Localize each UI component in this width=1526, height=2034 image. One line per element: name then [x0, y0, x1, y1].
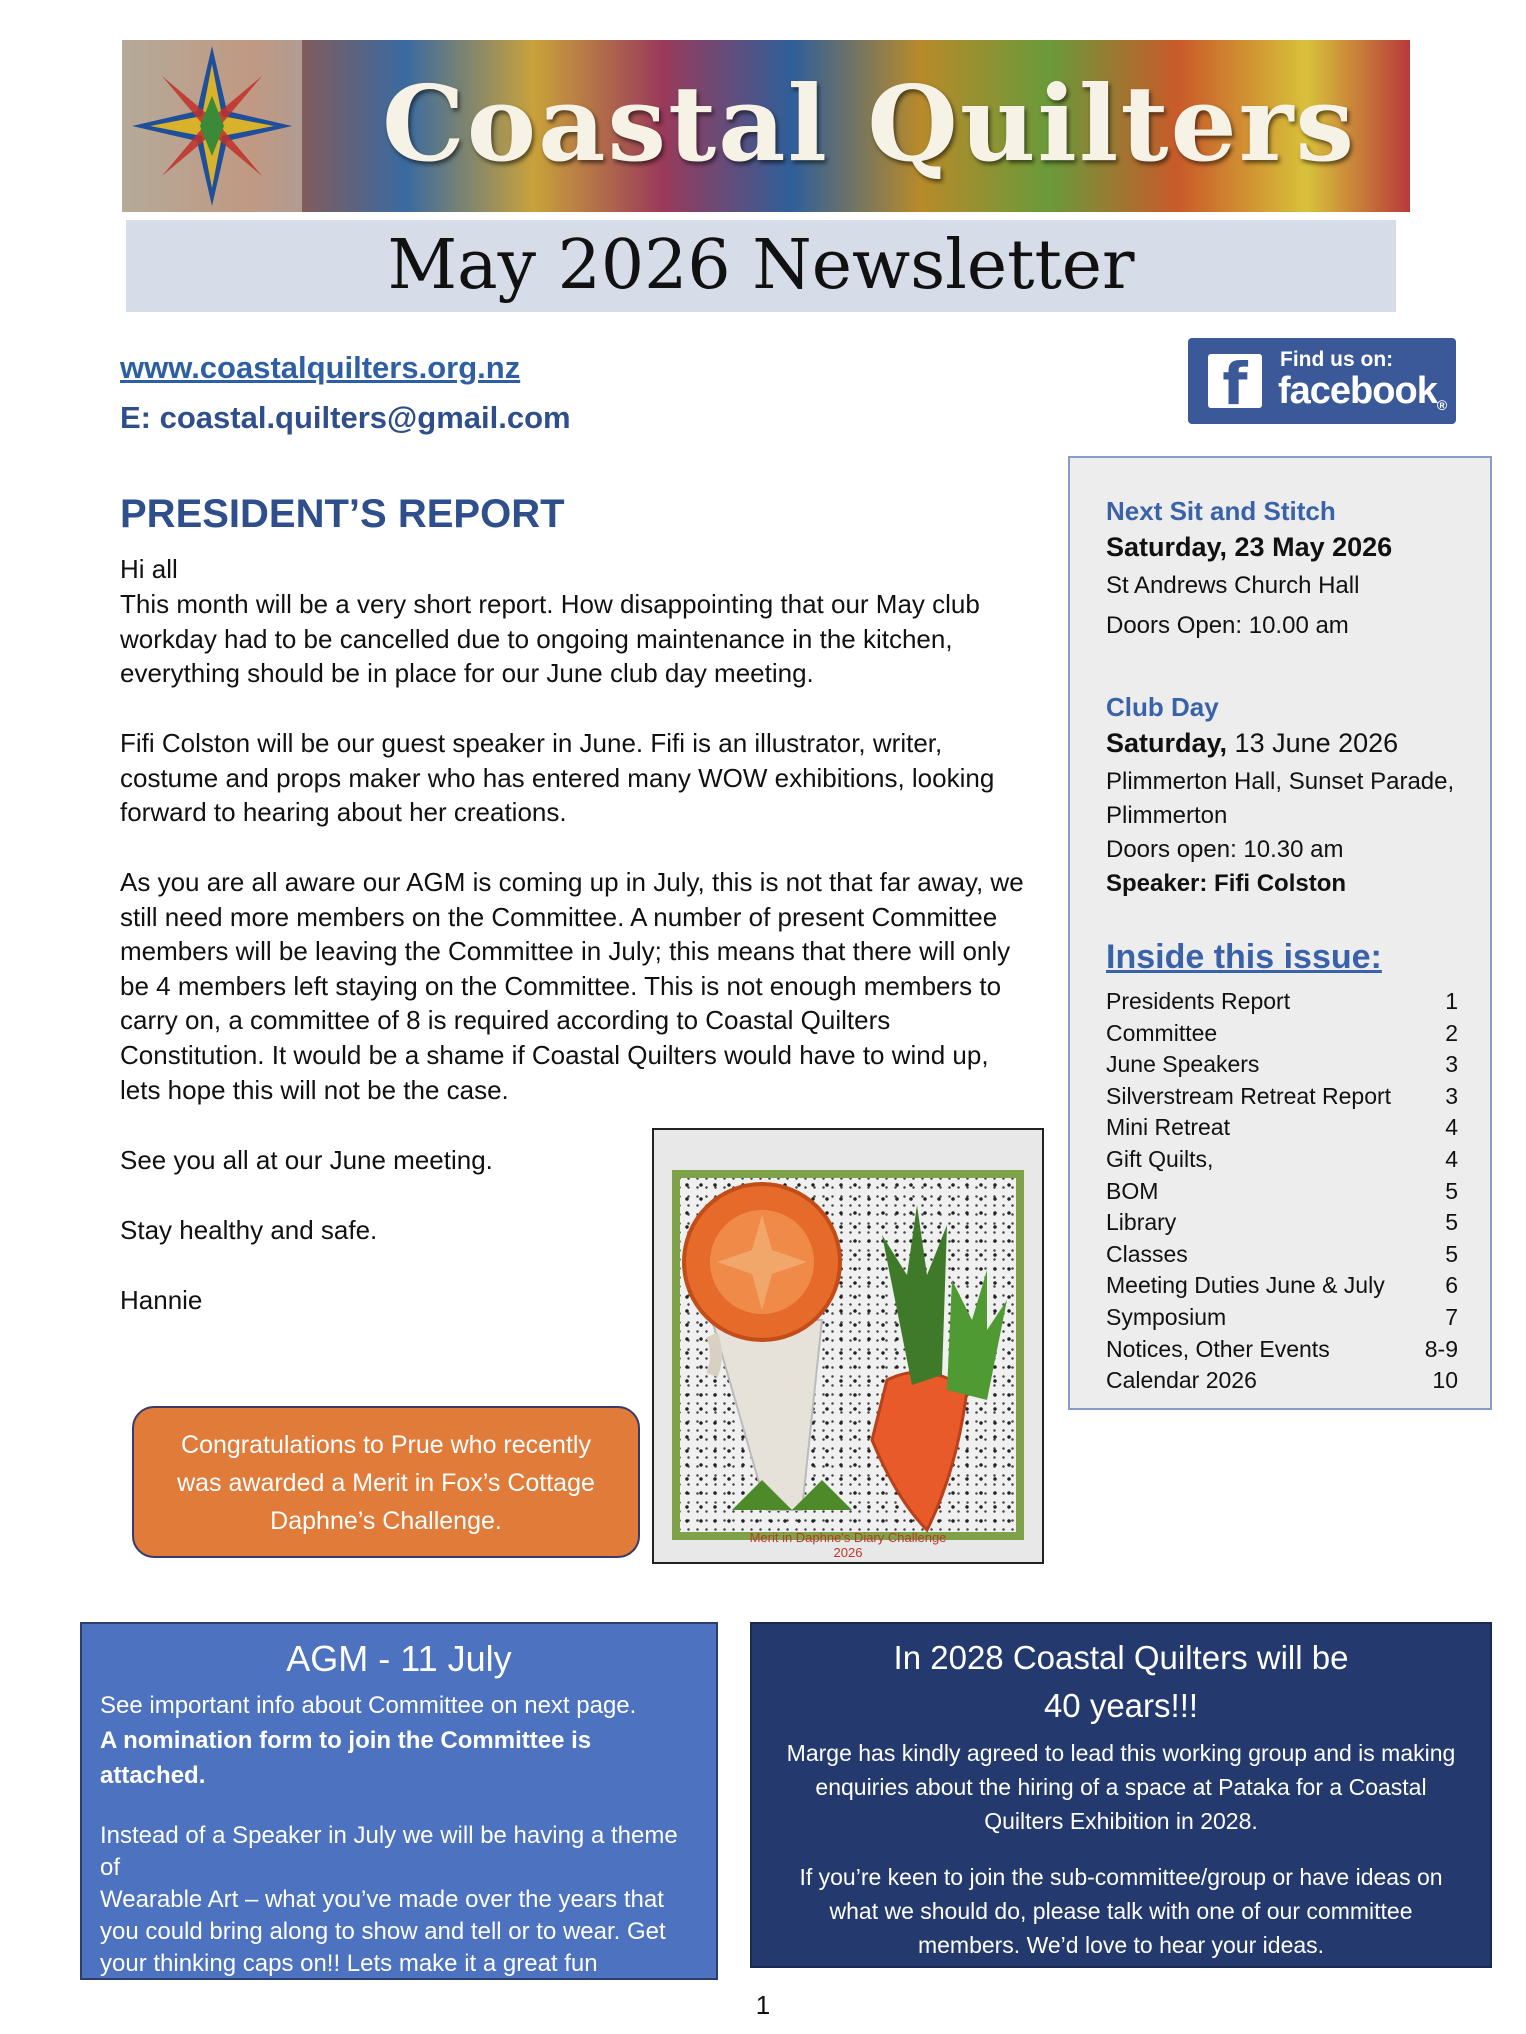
club-day-venue-line1: Plimmerton Hall, Sunset Parade,: [1106, 768, 1455, 795]
quilt-border: [672, 1170, 1024, 1540]
agm-body-line: Wearable Art – what you’ve made over the years that: [100, 1886, 664, 1913]
forty-body-line: If you’re keen to join the sub-committee/group or have ideas on: [799, 1864, 1443, 1890]
report-line: Fifi Colston will be our guest speaker in June. Fifi is an illustrator, writer,: [120, 728, 943, 758]
agm-body-line: you could bring along to show and tell or to wear. Get: [100, 1918, 666, 1945]
toc-page: 5: [1445, 1209, 1458, 1236]
club-day-date: [1106, 728, 1398, 759]
toc-page: 4: [1445, 1114, 1458, 1141]
toc-page: 7: [1445, 1303, 1458, 1330]
forty-years-box: [750, 1622, 1492, 1968]
report-line: everything should be in place for our June club day meeting.: [120, 658, 814, 689]
agm-line1: See important info about Committee on next page.: [100, 1692, 637, 1719]
report-line: members will be leaving the Committee in July; this means that there will only: [120, 936, 1011, 967]
email-address[interactable]: E: coastal.quilters@gmail.com: [120, 400, 571, 435]
club-day-venue-line2: Plimmerton: [1106, 802, 1228, 829]
table-of-contents: [1106, 988, 1466, 1399]
forty-body-2: [752, 1860, 1490, 1962]
congrats-line: Congratulations to Prue who recently: [181, 1431, 591, 1459]
forty-body-line: enquiries about the hiring of a space at Pataka for a Coastal: [815, 1774, 1427, 1800]
toc-row[interactable]: [1106, 1304, 1466, 1336]
sit-stitch-heading: Next Sit and Stitch: [1106, 496, 1336, 526]
toc-row[interactable]: [1106, 1336, 1466, 1368]
report-line: Constitution. It would be a shame if Coastal Quilters would have to wind up,: [120, 1039, 989, 1070]
sidebar: [1068, 456, 1492, 1410]
agm-body: [100, 1820, 700, 2012]
banner-title: Coastal Quilters: [382, 62, 1356, 185]
club-day-speaker: Speaker: Fifi Colston: [1106, 870, 1347, 897]
toc-row[interactable]: [1106, 1114, 1466, 1146]
report-line: costume and props maker who has entered many WOW exhibitions, looking: [120, 762, 995, 793]
quilt-photo: [652, 1128, 1044, 1564]
sit-stitch-doors: Doors Open: 10.00 am: [1106, 612, 1349, 639]
quilt-caption: [654, 1530, 1042, 1560]
report-signoff: Hannie: [120, 1285, 203, 1315]
report-heading: PRESIDENT’S REPORT: [120, 492, 565, 536]
toc-page: 4: [1445, 1145, 1458, 1172]
agm-body-line: Instead of a Speaker in July we will be having a theme of: [100, 1822, 678, 1881]
toc-row[interactable]: [1106, 1272, 1466, 1304]
facebook-word: facebook: [1278, 370, 1437, 412]
congrats-line: Daphne’s Challenge.: [270, 1507, 502, 1535]
toc-page: 8-9: [1424, 1335, 1458, 1362]
toc-label: Mini Retreat: [1106, 1114, 1230, 1141]
toc-page: 1: [1445, 988, 1458, 1014]
report-line: As you are all aware our AGM is coming up in July, this is not that far away, we: [120, 867, 1024, 897]
agm-body-line: your thinking caps on!! Lets make it a great fun: [100, 1950, 598, 1977]
sit-stitch-date: Saturday, 23 May 2026: [1106, 532, 1393, 562]
club-day-date-rest: 13 June 2026: [1227, 728, 1399, 758]
toc-label: BOM: [1106, 1177, 1159, 1204]
toc-row[interactable]: [1106, 1178, 1466, 1210]
toc-row[interactable]: [1106, 1209, 1466, 1241]
toc-label: Calendar 2026: [1106, 1367, 1257, 1394]
toc-row[interactable]: [1106, 988, 1466, 1020]
report-paragraph-1: [120, 587, 1060, 691]
forty-body-line: Quilters Exhibition in 2028.: [984, 1808, 1258, 1834]
toc-label: Gift Quilts,: [1106, 1145, 1214, 1172]
forty-title-line2: 40 years!!!: [1043, 1687, 1199, 1724]
page-number: 1: [755, 1990, 771, 2020]
toc-row[interactable]: [1106, 1367, 1466, 1399]
toc-label: Notices, Other Events: [1106, 1335, 1330, 1362]
toc-row[interactable]: [1106, 1020, 1466, 1052]
congratulations-box: [132, 1406, 640, 1558]
report-line: still need more members on the Committee. A number of present Committee: [120, 901, 998, 932]
quilt-caption-line2: 2026: [833, 1545, 863, 1560]
report-paragraph-2: [120, 726, 1060, 830]
facebook-wordmark: [1278, 370, 1446, 413]
club-day-doors: Doors open: 10.30 am: [1106, 836, 1344, 863]
club-day-heading: Club Day: [1106, 692, 1219, 722]
toc-page: 6: [1445, 1272, 1458, 1299]
inside-issue-title: Inside this issue:: [1106, 938, 1382, 976]
toc-label: June Speakers: [1106, 1051, 1260, 1078]
website-link[interactable]: www.coastalquilters.org.nz: [120, 350, 521, 385]
newsletter-title: May 2026 Newsletter: [387, 226, 1135, 305]
quilt-caption-line1: Merit in Daphne's Diary Challenge: [749, 1530, 947, 1545]
report-line: workday had to be cancelled due to ongoing maintenance in the kitchen,: [120, 623, 953, 654]
toc-row[interactable]: [1106, 1083, 1466, 1115]
toc-label: Library: [1106, 1209, 1177, 1236]
facebook-icon: f: [1208, 354, 1262, 408]
ice-cream-carrot-icon: [672, 1170, 1024, 1540]
toc-page: 5: [1445, 1177, 1458, 1204]
report-paragraph-5: Stay healthy and safe.: [120, 1215, 378, 1245]
toc-label: Silverstream Retreat Report: [1106, 1082, 1392, 1109]
toc-label: Symposium: [1106, 1303, 1227, 1330]
report-line: carry on, a committee of 8 is required according to Coastal Quilters: [120, 1005, 891, 1036]
toc-row[interactable]: [1106, 1146, 1466, 1178]
forty-title-line1: In 2028 Coastal Quilters will be: [893, 1639, 1349, 1676]
title-bar: [126, 220, 1396, 312]
forty-body-line: what we should do, please talk with one of our committee: [829, 1898, 1413, 1924]
agm-nomination-line2: attached.: [100, 1762, 206, 1789]
star-quilt-icon: [132, 46, 292, 206]
report-line: be 4 members left staying on the Committee. This is not enough members to: [120, 970, 1002, 1001]
toc-page: 2: [1445, 1019, 1458, 1046]
club-day-weekday: Saturday,: [1106, 728, 1228, 758]
report-line: forward to hearing about her creations.: [120, 797, 567, 828]
agm-title: AGM - 11 July: [286, 1638, 512, 1679]
congrats-line: was awarded a Merit in Fox’s Cottage: [177, 1469, 595, 1497]
toc-label: Committee: [1106, 1019, 1218, 1046]
agm-body-line: afternoon.: [100, 1982, 209, 2009]
toc-label: Presidents Report: [1106, 988, 1291, 1014]
facebook-reg-mark: ®: [1436, 397, 1447, 413]
report-line: lets hope this will not be the case.: [120, 1074, 509, 1105]
toc-label: Meeting Duties June & July: [1106, 1272, 1385, 1299]
toc-page: 3: [1445, 1051, 1458, 1078]
toc-row[interactable]: [1106, 1241, 1466, 1273]
toc-row[interactable]: [1106, 1051, 1466, 1083]
facebook-badge[interactable]: [1188, 338, 1456, 424]
forty-body-1: [752, 1736, 1490, 1838]
toc-label: Classes: [1106, 1240, 1188, 1267]
toc-page: 3: [1445, 1082, 1458, 1109]
forty-body-line: Marge has kindly agreed to lead this working group and is making: [786, 1740, 1456, 1766]
facebook-find-us: Find us on:: [1280, 348, 1394, 371]
agm-box: [80, 1622, 718, 2009]
report-paragraph-3: [120, 865, 1060, 1107]
toc-page: 5: [1445, 1240, 1458, 1267]
sit-stitch-venue: St Andrews Church Hall: [1106, 572, 1360, 599]
agm-nomination-line1: A nomination form to join the Committee is: [100, 1727, 592, 1754]
toc-page: 10: [1432, 1367, 1458, 1394]
report-greeting: Hi all: [120, 554, 178, 584]
report-line: This month will be a very short report. How disappointing that our May club: [120, 589, 980, 619]
banner: [122, 40, 1410, 212]
forty-body-line: members. We’d love to hear your ideas.: [917, 1932, 1325, 1958]
report-paragraph-4: See you all at our June meeting.: [120, 1145, 493, 1175]
forty-title: [752, 1634, 1490, 1730]
